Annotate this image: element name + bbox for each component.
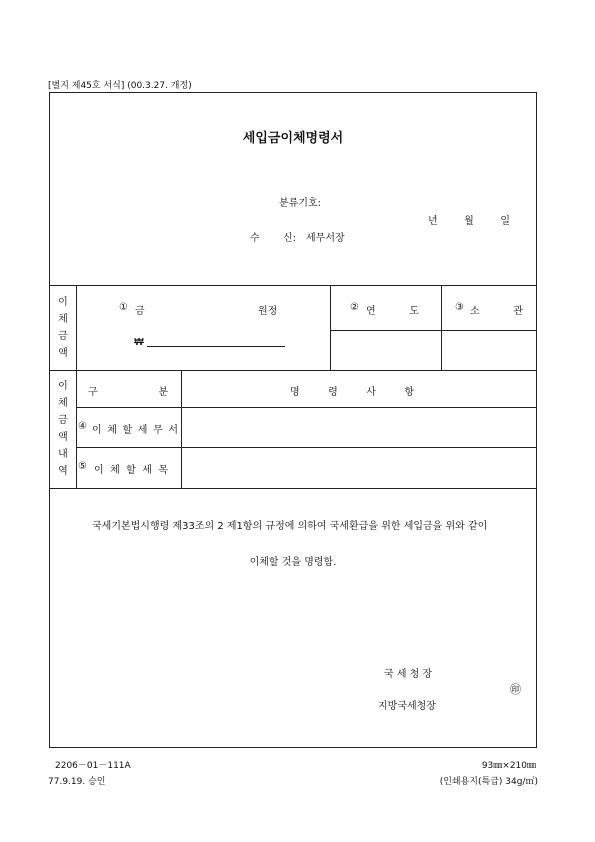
form-title: 세입금이체명령서	[242, 131, 344, 146]
divider-line	[49, 488, 537, 489]
transfer-tax-item-label: 이 체 할 세 목	[94, 465, 168, 476]
divider-line	[49, 285, 537, 286]
divider-line	[76, 285, 77, 488]
amount-number: ①	[119, 302, 128, 313]
jurisdiction-label: 소 관	[470, 306, 523, 317]
transfer-detail-side-label: 이 체 금 액 내 역	[58, 381, 68, 477]
amount-label: 금	[135, 306, 145, 317]
order-body-line-2: 이체할 것을 명령함.	[249, 557, 337, 568]
national-tax-commissioner: 국 세 청 장	[384, 669, 433, 680]
seal-mark: ㊞	[510, 683, 521, 696]
date-field	[428, 212, 510, 227]
approval-date: 77.9.19. 승인	[48, 777, 106, 787]
divider-line	[441, 285, 442, 370]
row-tax-item-number: ⑤	[78, 461, 87, 472]
regional-tax-commissioner: 지방국세청장	[378, 701, 436, 712]
form-frame	[49, 92, 537, 748]
recipient-value: 세무서장	[306, 233, 345, 244]
classification-code-label: 분류기호:	[279, 198, 322, 209]
recipient-label-char: 신:	[282, 233, 296, 244]
order-details-header: 명 령 사 항	[290, 387, 414, 398]
row-tax-office-number: ④	[78, 421, 87, 432]
divider-line	[76, 447, 537, 448]
amount-suffix: 원정	[258, 306, 278, 317]
month-char: 월	[464, 216, 474, 227]
recipient-label-char: 수	[250, 233, 260, 244]
divider-line	[181, 370, 182, 488]
year-char: 년	[428, 216, 438, 227]
divider-line	[76, 407, 537, 408]
paper-size: 93㎜×210㎜	[481, 761, 536, 771]
day-char: 일	[500, 216, 510, 227]
transfer-tax-office-label: 이 체 할 세 무 서	[92, 425, 178, 436]
year-number: ②	[350, 302, 359, 313]
form-code: 2206－01－111A	[55, 761, 131, 771]
fiscal-year-label: 연 도	[366, 306, 419, 317]
form-number-label: [별지 제45호 서식] (00.3.27. 개정)	[48, 81, 192, 91]
amount-input-line	[147, 346, 285, 347]
transfer-amount-side-label: 이 체 금 액	[58, 297, 68, 359]
divider-line	[330, 330, 537, 331]
currency-sign: ₩	[134, 337, 144, 348]
order-body-line-1: 국세기본법시행령 제33조의 2 제1항의 규정에 의하여 국세환급을 위한 세입금을 위와 같이	[92, 521, 488, 532]
paper-spec: (인쇄용지(특급) 34g/㎡)	[439, 777, 538, 787]
divider-line	[49, 370, 537, 371]
office-number: ③	[455, 302, 464, 313]
divider-line	[330, 285, 331, 370]
category-header: 구 분	[88, 387, 168, 398]
recipient-label	[250, 229, 296, 244]
